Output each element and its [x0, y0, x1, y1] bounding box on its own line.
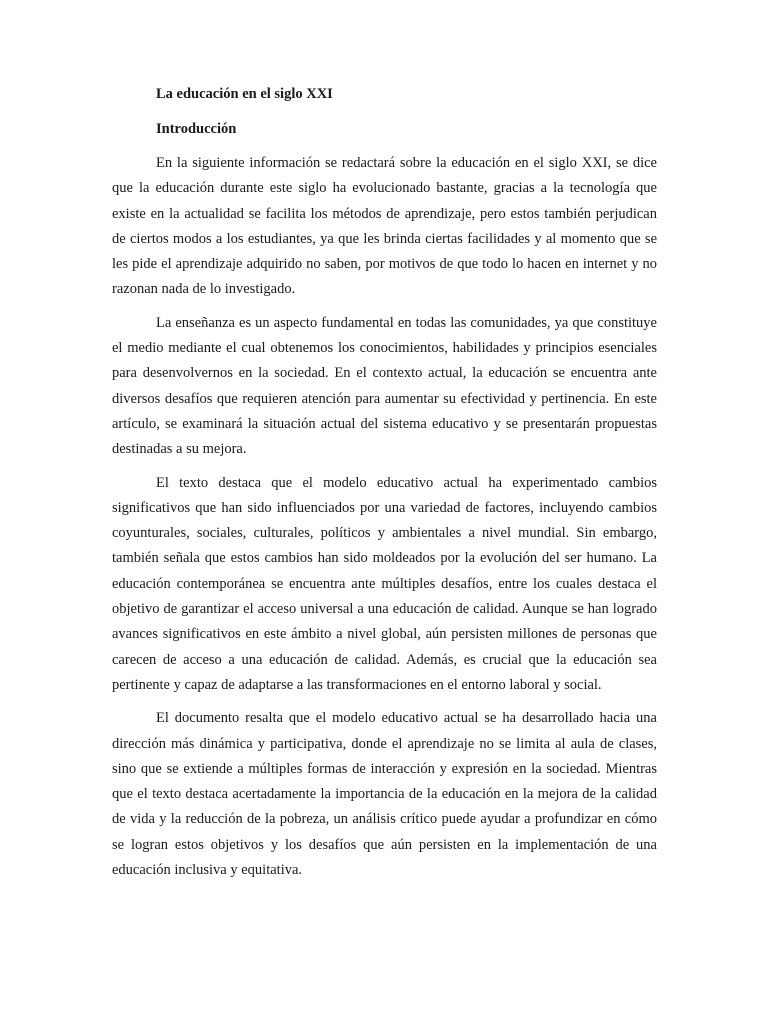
paragraph-1: En la siguiente información se redactará sobre la educación en el siglo XXI, se dice que la educación durante este siglo ha evolucionado bastante, gracias a la tecnología que existe en la actualidad se facilita los métodos de aprendizaje, pero estos también perjudican de ciertos modos a los estudiantes, ya que les brinda ciertas facilidades y al momento que se les pide el aprendizaje adquirido no saben, por motivos de que todo lo hacen en internet y no razonan nada de lo investigado.: [112, 155, 657, 298]
document-title: La educación en el siglo XXI: [156, 86, 333, 102]
paragraph-4: El documento resalta que el modelo educativo actual se ha desarrollado hacia una dirección más dinámica y participativa, donde el aprendizaje no se limita al aula de clases, sino que se extiende a múltiples formas de interacción y expresión en la sociedad. Mientras que el texto destaca acertadamente la importancia de la educación en la mejora de la calidad de vida y la reducción de la pobreza, un análisis crítico puede ayudar a profundizar en cómo se logran estos objetivos y los desafíos que aún persisten en la implementación de una educación inclusiva y equitativa.: [112, 710, 657, 879]
document-body: [112, 151, 657, 891]
paragraph-2: La enseñanza es un aspecto fundamental en todas las comunidades, ya que constituye el medio mediante el cual obtenemos los conocimientos, habilidades y principios esenciales para desenvolvernos en la sociedad. En el contexto actual, la educación se encuentra ante diversos desafíos que requieren atención para aumentar su efectividad y pertinencia. En este artículo, se examinará la situación actual del sistema educativo y se presentarán propuestas destinadas a su mejora.: [112, 314, 657, 458]
section-heading-introduccion: Introducción: [156, 121, 237, 137]
paragraph-3: El texto destaca que el modelo educativo actual ha experimentado cambios significativos que han sido influenciados por una variedad de factores, incluyendo cambios coyunturales, sociales, culturales, políticos y ambientales a nivel mundial. Sin embargo, también señala que estos cambios han sido moldeados por la evolución del ser humano. La educación contemporánea se encuentra ante múltiples desafíos, entre los cuales destaca el objetivo de garantizar el acceso universal a una educación de calidad. Aunque se han logrado avances significativos en este ámbito a nivel global, aún persisten millones de personas que carecen de acceso a una educación de calidad. Además, es crucial que la educación sea pertinente y capaz de adaptarse a las transformaciones en el entorno laboral y social.: [112, 474, 657, 693]
